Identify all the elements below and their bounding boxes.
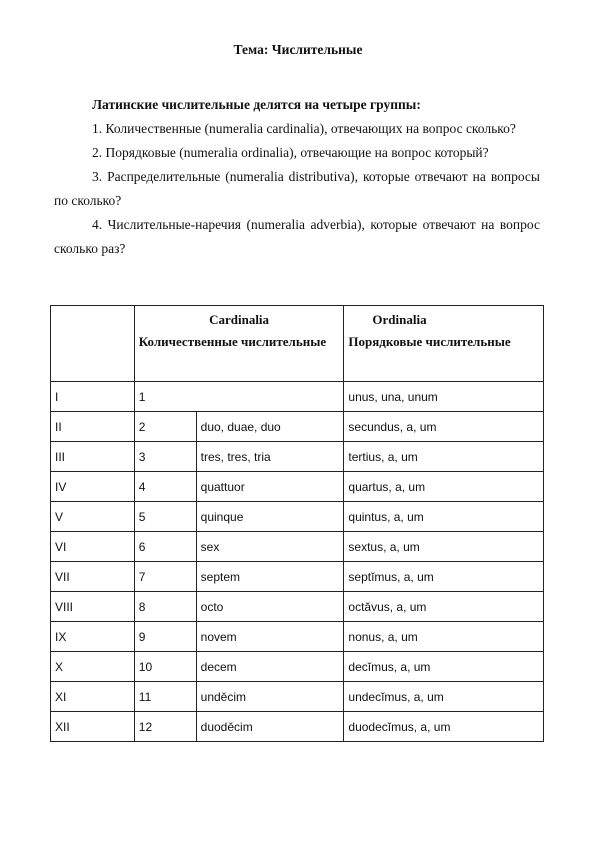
arabic-numeral-cell: 2 [134,412,196,442]
table-row [51,652,544,682]
arabic-numeral-cell: 5 [134,502,196,532]
header-ordinal-subtitle: Порядковые числительные [348,334,511,349]
cardinal-cell: septem [196,562,344,592]
cardinal-cell: sex [196,532,344,562]
cardinal-cell: octo [196,592,344,622]
table-row [51,502,544,532]
header-empty-cell [51,306,135,382]
cardinal-cell: quattuor [196,472,344,502]
roman-numeral-cell: XI [51,682,135,712]
ordinal-cell: secundus, a, um [344,412,544,442]
ordinal-cell: sextus, a, um [344,532,544,562]
group-item-adverbial: 4. Числительные-наречия (numeralia adverbia), которые отвечают на вопрос сколько раз? [54,217,540,256]
arabic-numeral-cell: 3 [134,442,196,472]
roman-numeral-cell: IV [51,472,135,502]
roman-numeral-cell: VI [51,532,135,562]
intro-text [54,93,540,261]
roman-numeral-cell: V [51,502,135,532]
group-item-distributive: 3. Распределительные (numeralia distributiva), которые отвечают на вопросы по сколько? [54,169,540,208]
arabic-numeral-cell: 6 [134,532,196,562]
roman-numeral-cell: II [51,412,135,442]
ordinal-cell: unus, una, unum [344,382,544,412]
roman-numeral-cell: I [51,382,135,412]
ordinal-cell: duodecĭmus, a, um [344,712,544,742]
roman-numeral-cell: IX [51,622,135,652]
group-item-ordinal: 2. Порядковые (numeralia ordinalia), отвечающие на вопрос который? [92,145,489,160]
arabic-numeral-cell: 10 [134,652,196,682]
table-row [51,382,544,412]
roman-numeral-cell: XII [51,712,135,742]
table-row [51,532,544,562]
arabic-numeral-cell: 7 [134,562,196,592]
arabic-numeral-cell: 11 [134,682,196,712]
arabic-numeral-cell: 4 [134,472,196,502]
table-row [51,592,544,622]
ordinal-cell: septĭmus, a, um [344,562,544,592]
cardinal-cell: tres, tres, tria [196,442,344,472]
table-row [51,442,544,472]
roman-numeral-cell: III [51,442,135,472]
header-cardinal-subtitle: Количественные числительные [138,334,327,349]
roman-numeral-cell: VII [51,562,135,592]
cardinal-cell: unděcim [196,682,344,712]
intro-lead: Латинские числительные делятся на четыре группы: [92,97,421,112]
page-title: Тема: Числительные [233,42,363,57]
ordinal-cell: nonus, a, um [344,622,544,652]
roman-numeral-cell: VIII [51,592,135,622]
header-cardinal-title: Cardinalia [209,312,270,327]
arabic-numeral-cell: 9 [134,622,196,652]
header-ordinal-title: Ordinalia [372,312,427,327]
table-header-row [51,306,544,382]
header-ordinal-cell [344,306,544,382]
cardinal-cell: novem [196,622,344,652]
table-row [51,412,544,442]
ordinal-cell: octăvus, a, um [344,592,544,622]
arabic-numeral-cell: 1 [134,382,344,412]
arabic-numeral-cell: 12 [134,712,196,742]
numerals-table [50,305,544,742]
table-row [51,472,544,502]
table-row [51,682,544,712]
ordinal-cell: quintus, a, um [344,502,544,532]
cardinal-cell: quinque [196,502,344,532]
ordinal-cell: quartus, a, um [344,472,544,502]
cardinal-cell: decem [196,652,344,682]
ordinal-cell: undecĭmus, a, um [344,682,544,712]
roman-numeral-cell: X [51,652,135,682]
header-cardinal-cell [134,306,344,382]
ordinal-cell: tertius, a, um [344,442,544,472]
cardinal-cell: duoděcim [196,712,344,742]
table-row [51,622,544,652]
ordinal-cell: decĭmus, a, um [344,652,544,682]
table-row [51,562,544,592]
cardinal-cell: duo, duae, duo [196,412,344,442]
group-item-cardinal: 1. Количественные (numeralia cardinalia), отвечающих на вопрос сколько? [92,121,516,136]
table-row [51,712,544,742]
arabic-numeral-cell: 8 [134,592,196,622]
